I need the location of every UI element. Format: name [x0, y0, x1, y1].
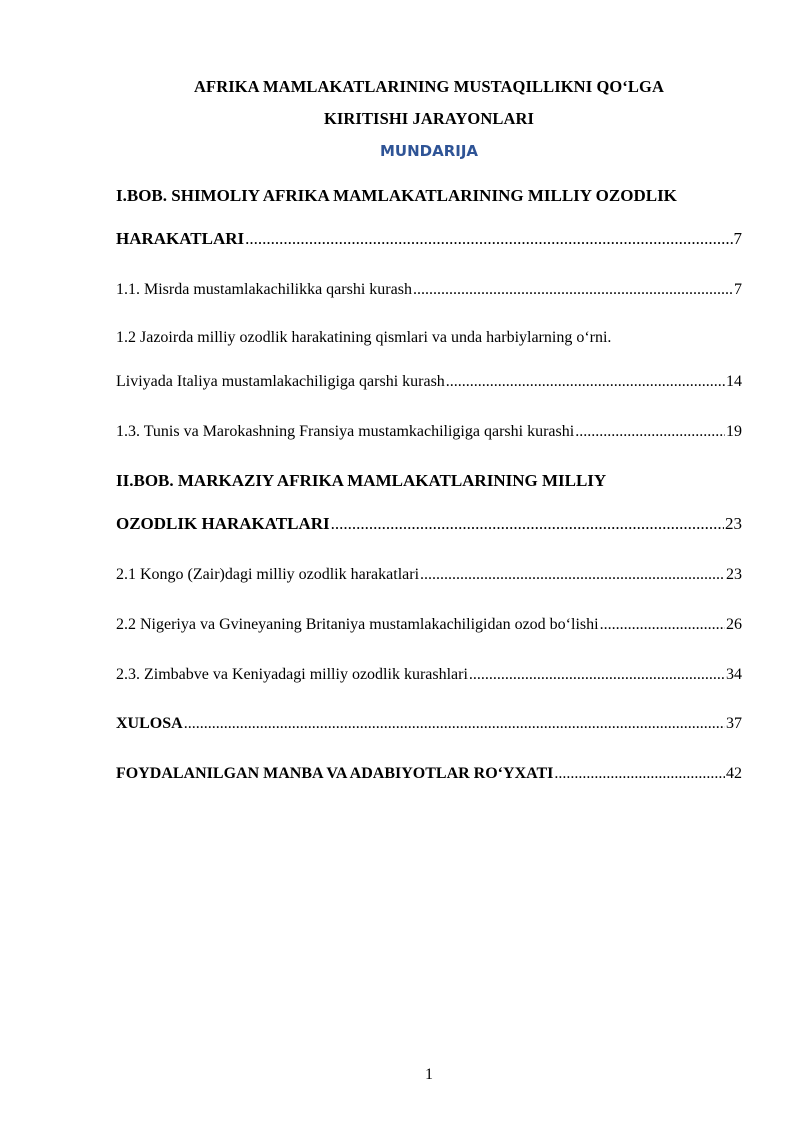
- toc-leader-dots: [469, 665, 725, 685]
- toc-entry-text: 1.1. Misrda mustamlakachilikka qarshi kurash: [116, 281, 412, 298]
- toc-leader-dots: [420, 565, 725, 585]
- toc-entry-text: Liviyada Italiya mustamlakachiligiga qarshi kurash: [116, 373, 445, 390]
- toc-page-number: 26: [726, 616, 742, 633]
- toc-chapter-1-title-line-1: [116, 186, 742, 206]
- document-title-line-1: AFRIKA MAMLAKATLARINING MUSTAQILLIKNI QO‘LGA: [194, 77, 664, 96]
- toc-leader-dots: [446, 372, 725, 392]
- toc-chapter-2-entry[interactable]: [116, 514, 742, 534]
- toc-leader-dots: [331, 514, 724, 534]
- toc-entry-text: XULOSA: [116, 715, 183, 732]
- document-title-line-2: KIRITISHI JARAYONLARI: [323, 109, 535, 128]
- toc-section-1-2-title-line-1: [116, 328, 742, 348]
- toc-page-number: 34: [726, 666, 742, 683]
- toc-heading: MUNDARIJA: [379, 142, 479, 160]
- toc-leader-dots: [554, 764, 725, 784]
- toc-page-number: 42: [726, 765, 742, 782]
- toc-references-entry[interactable]: [116, 764, 742, 784]
- toc-leader-dots: [184, 714, 725, 734]
- toc-entry-text: 2.1 Kongo (Zair)dagi milliy ozodlik harakatlari: [116, 566, 420, 583]
- toc-leader-dots: [600, 615, 725, 635]
- toc-page-number: 37: [726, 715, 742, 732]
- toc-section-1-3-entry[interactable]: [116, 422, 742, 442]
- toc-leader-dots: [575, 422, 725, 442]
- toc-entry-text: II.BOB. MARKAZIY AFRIKA MAMLAKATLARINING MILLIY: [116, 471, 607, 490]
- toc-chapter-2-title-line-1: [116, 471, 742, 491]
- toc-entry-text: OZODLIK HARAKATLARI: [116, 514, 330, 533]
- toc-page-number: 19: [726, 423, 742, 440]
- toc-entry-text: 2.2 Nigeriya va Gvineyaning Britaniya mustamlakachiligidan ozod bo‘lishi: [116, 616, 599, 633]
- toc-entry-text: HARAKATLARI: [116, 229, 245, 248]
- toc-leader-dots: [413, 280, 733, 300]
- page-number: 1: [425, 1066, 433, 1083]
- toc-entry-text: FOYDALANILGAN MANBA VA ADABIYOTLAR RO‘YXATI: [116, 765, 554, 782]
- toc-page-number: 7: [733, 229, 742, 248]
- toc-section-2-3-entry[interactable]: [116, 665, 742, 685]
- toc-section-1-2-entry[interactable]: [116, 372, 742, 392]
- toc-page-number: 23: [725, 514, 742, 533]
- toc-page-number: 14: [726, 373, 742, 390]
- toc-entry-text: I.BOB. SHIMOLIY AFRIKA MAMLAKATLARINING MILLIY OZODLIK: [116, 186, 677, 205]
- toc-chapter-1-entry[interactable]: [116, 229, 742, 249]
- toc-section-1-1-entry[interactable]: [116, 280, 742, 300]
- toc-entry-text: 1.2 Jazoirda milliy ozodlik harakatining qismlari va unda harbiylarning o‘rni.: [116, 329, 612, 346]
- toc-entry-text: 2.3. Zimbabve va Keniyadagi milliy ozodlik kurashlari: [116, 666, 468, 683]
- toc-leader-dots: [245, 229, 732, 249]
- toc-page-number: 23: [726, 566, 742, 583]
- toc-page-number: 7: [734, 281, 742, 298]
- toc-entry-text: 1.3. Tunis va Marokashning Fransiya mustamkachiligiga qarshi kurashi: [116, 423, 575, 440]
- toc-conclusion-entry[interactable]: [116, 714, 742, 734]
- toc-section-2-1-entry[interactable]: [116, 565, 742, 585]
- toc-section-2-2-entry[interactable]: [116, 615, 742, 635]
